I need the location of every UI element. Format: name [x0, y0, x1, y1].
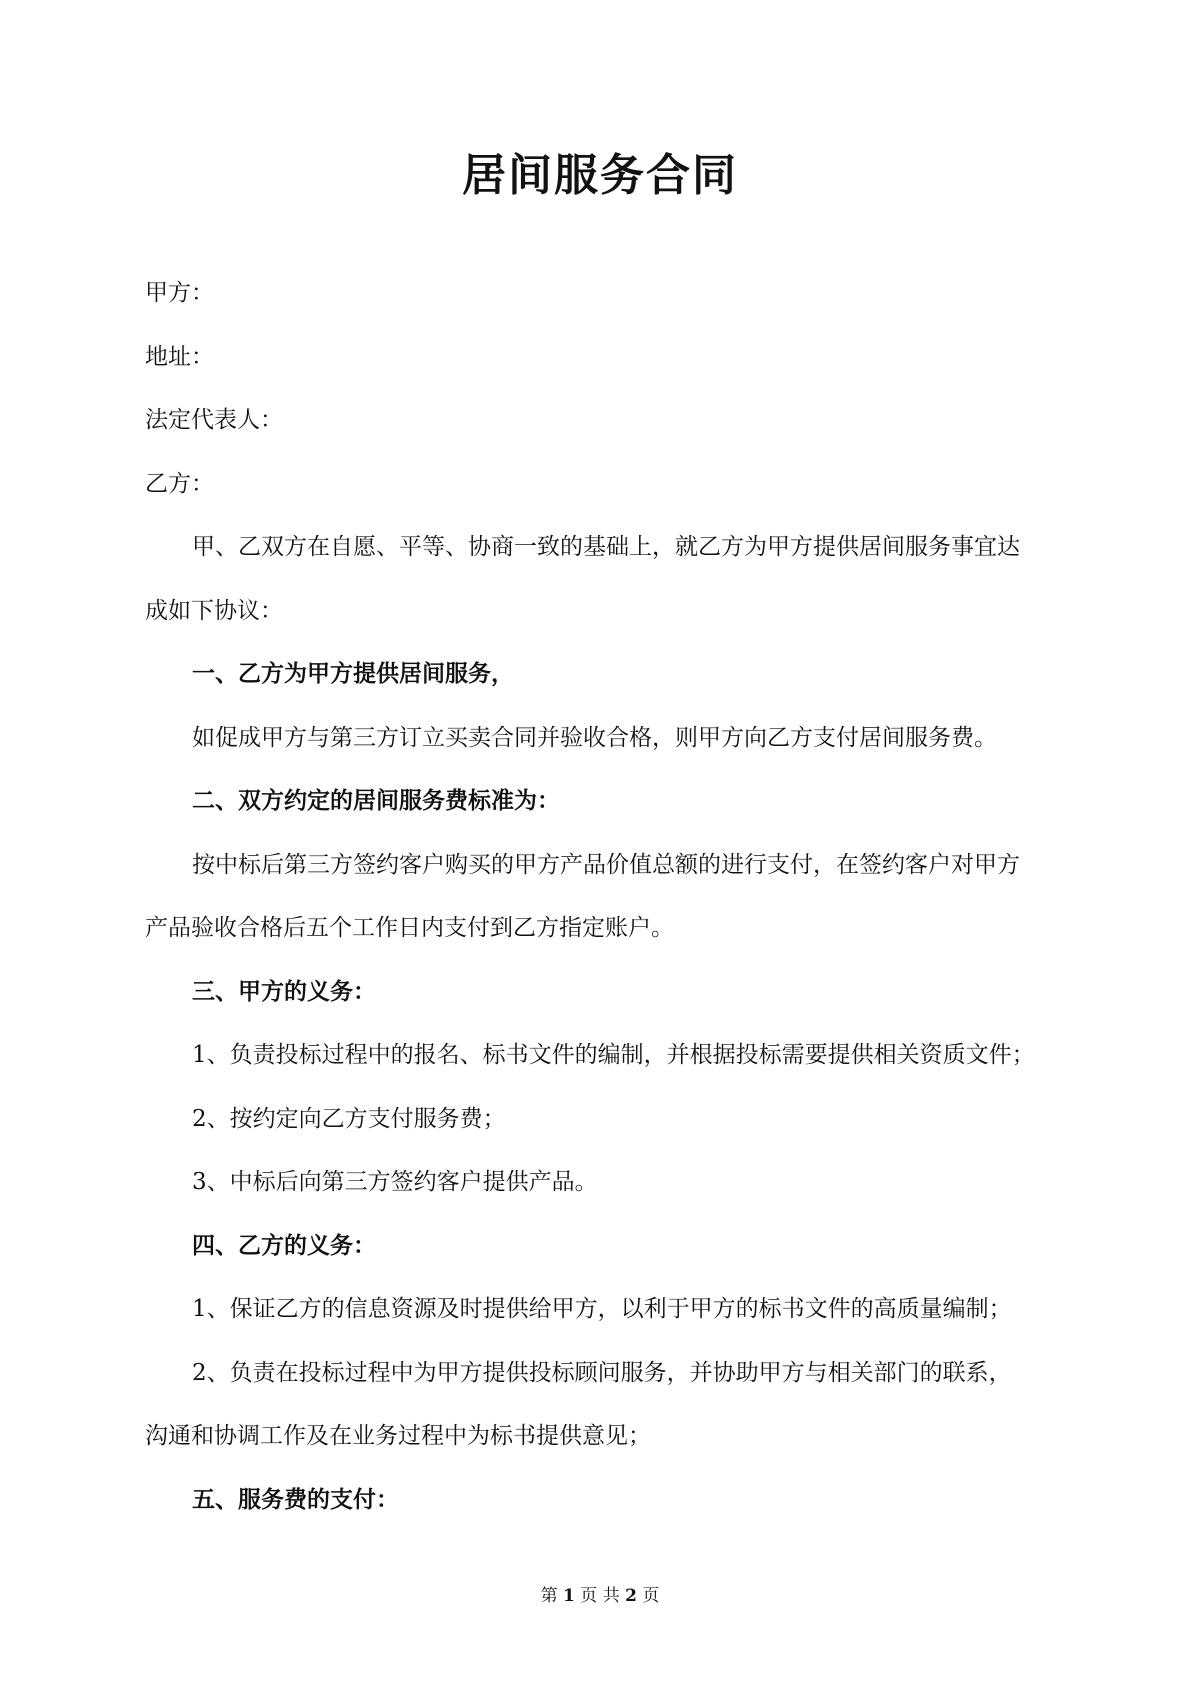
- total-pages-number: 2: [625, 1586, 637, 1606]
- list-item: 2、负责在投标过程中为甲方提供投标顾问服务，并协助甲方与相关部门的联系，: [192, 1359, 1012, 1386]
- address-line: 地址：: [145, 343, 214, 370]
- footer-suffix: 页: [642, 1586, 660, 1606]
- section-heading: 二、双方约定的居间服务费标准为：: [192, 787, 560, 814]
- paragraph-line: 如促成甲方与第三方订立买卖合同并验收合格，则甲方向乙方支付居间服务费。: [192, 724, 997, 751]
- current-page-number: 1: [563, 1586, 575, 1606]
- document-body: [145, 278, 1060, 1548]
- list-item: 沟通和协调工作及在业务过程中为标书提供意见；: [145, 1423, 651, 1449]
- paragraph-line: 按中标后第三方签约客户购买的甲方产品价值总额的进行支付，在签约客户对甲方: [192, 851, 1020, 878]
- intro-paragraph-line: 甲、乙双方在自愿、平等、协商一致的基础上，就乙方为甲方提供居间服务事宜达: [192, 534, 1020, 560]
- section-heading: 四、乙方的义务：: [192, 1231, 376, 1259]
- paragraph-line: 产品验收合格后五个工作日内支付到乙方指定账户。: [145, 915, 674, 941]
- page-footer: [0, 1585, 1200, 1607]
- intro-paragraph-line: 成如下协议：: [145, 597, 283, 624]
- footer-prefix: 第: [540, 1586, 558, 1606]
- list-item: 2、按约定向乙方支付服务费；: [192, 1105, 506, 1132]
- legal-representative-line: 法定代表人：: [145, 407, 283, 433]
- list-item: 1、负责投标过程中的报名、标书文件的编制，并根据投标需要提供相关资质文件；: [192, 1042, 1035, 1068]
- section-heading: 一、乙方为甲方提供居间服务，: [192, 660, 514, 687]
- party-a-line: 甲方：: [145, 280, 214, 306]
- list-item: 3、中标后向第三方签约客户提供产品。: [192, 1169, 598, 1195]
- footer-middle: 页 共: [580, 1586, 620, 1606]
- party-b-line: 乙方：: [145, 470, 214, 497]
- section-heading: 三、甲方的义务：: [192, 977, 376, 1005]
- section-heading: 五、服务费的支付：: [192, 1485, 399, 1513]
- list-item: 1、保证乙方的信息资源及时提供给甲方，以利于甲方的标书文件的高质量编制；: [192, 1296, 1012, 1322]
- document-title: 居间服务合同: [462, 150, 738, 201]
